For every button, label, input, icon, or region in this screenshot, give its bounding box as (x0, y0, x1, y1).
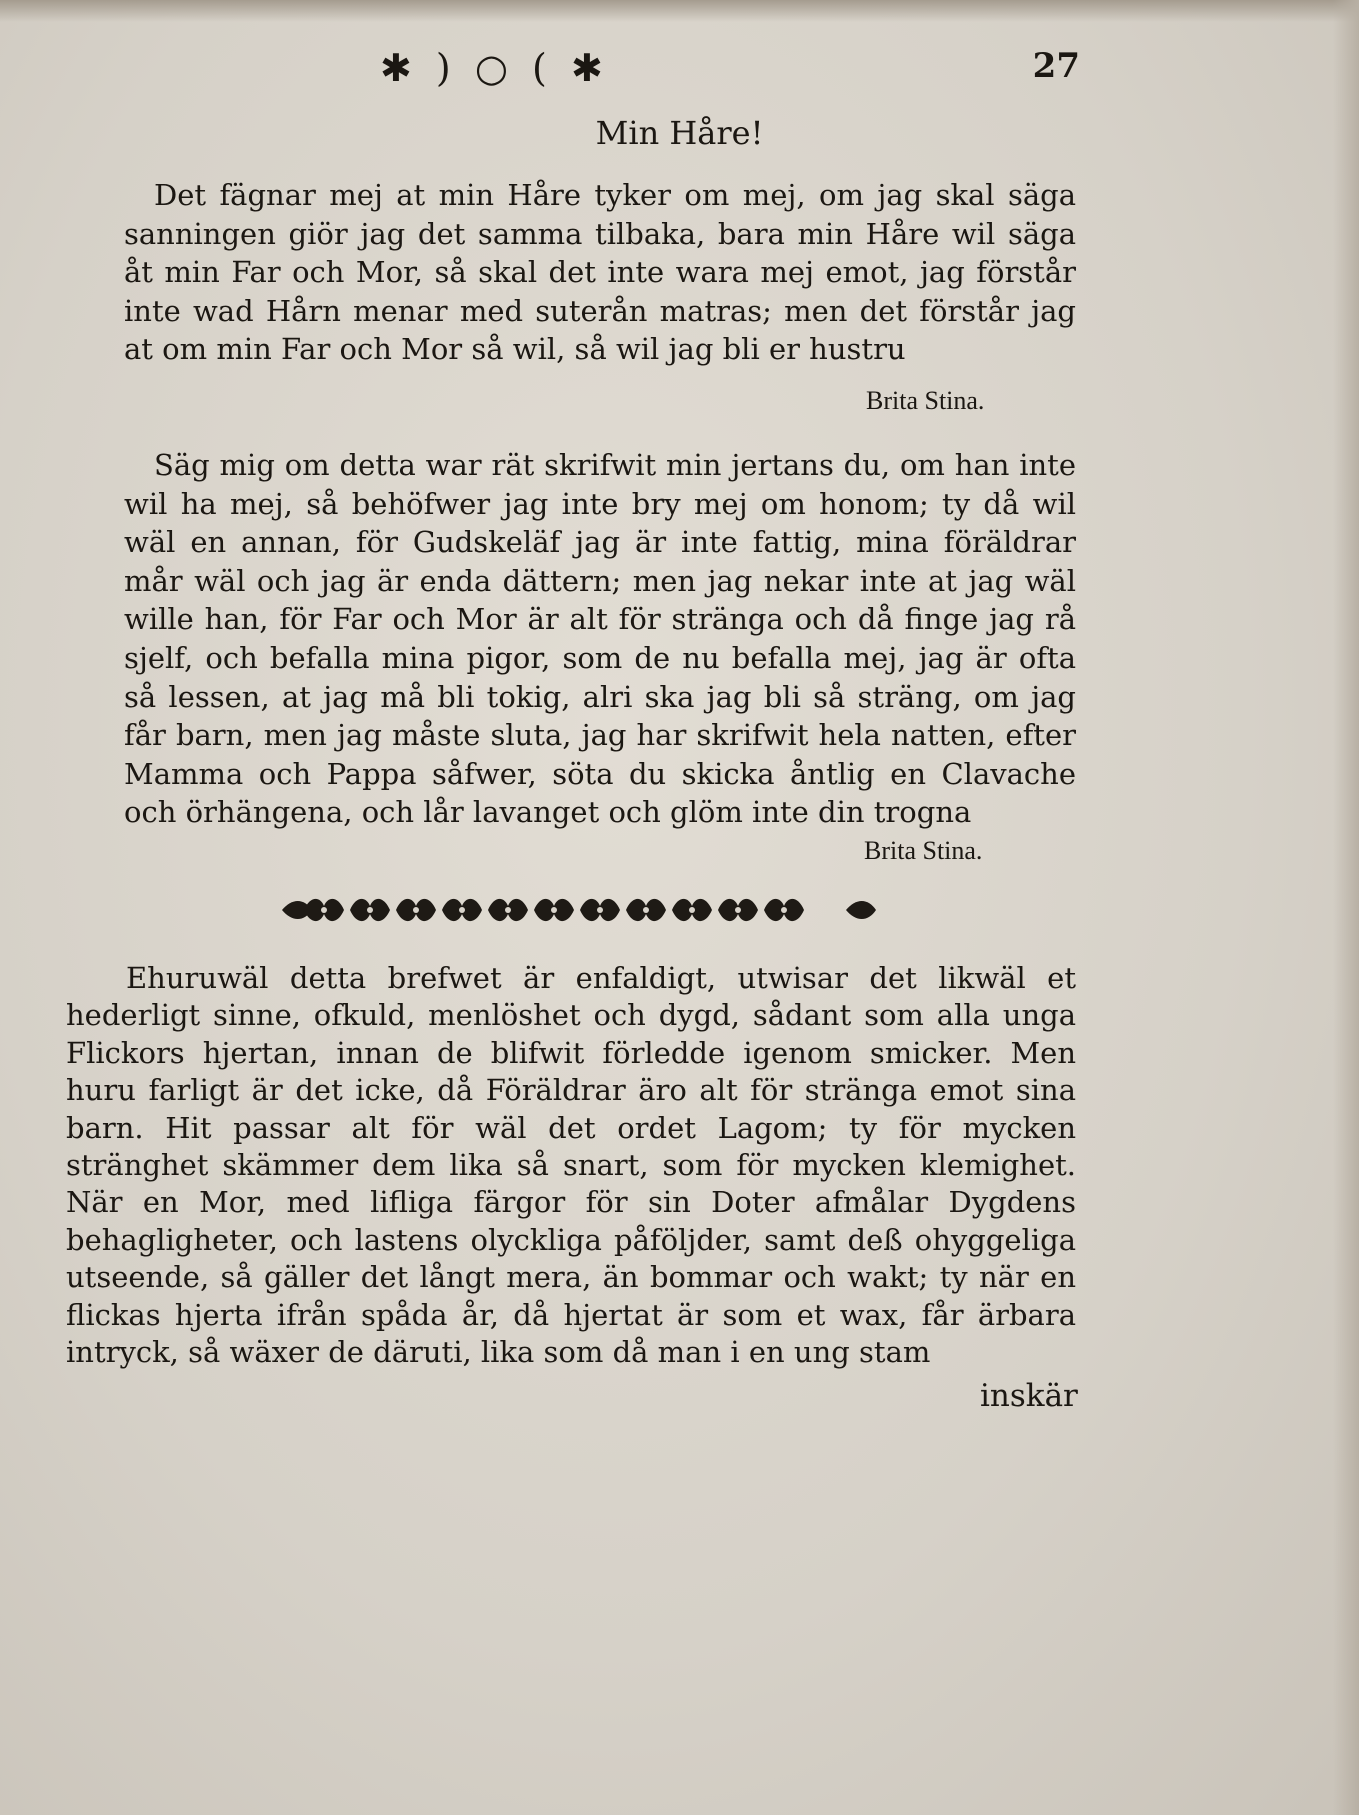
letter-salutation: Min Håre! (595, 114, 764, 152)
ornamental-divider (282, 892, 876, 928)
commentary-text: Ehuruwäl detta brefwet är enfaldigt, utwisar det likwäl et hederligt sinne, ofkuld, menlöshet och dygd, sådant som alla unga Flickors hjertan, innan de blifwit förledde igenom smicker. Men huru farligt är det icke, då Föräldrar äro alt för stränga emot sina barn. Hit passar alt för wäl det ordet Lagom; ty för mycken stränghet skämmer dem lika så snart, som för mycken klemighet. När en Mor, med lifliga färgor för sin Doter afmålar Dygdens behagligheter, och lastens olyckliga påföljder, samt deß ohyggeliga utseende, så gäller det långt mera, än bommar och wakt; ty när en flickas hjerta ifrån spåda år, då hjertat är som et wax, får ärbara intryck, så wäxer de däruti, lika som då man i en ung stam (66, 961, 1076, 1370)
fleuron-dot (735, 907, 741, 913)
page-edge-shadow-right (1333, 0, 1359, 1815)
letter1-text: Det fägnar mej at min Håre tyker om mej, om jag skal säga sanningen giör jag det samma tilbaka, bara min Håre wil säga åt min Far och Mor, så skal det inte wara mej emot, jag förstår inte wad Hårn menar med suterån matras; men det förstår jag at om min Far och Mor så wil, så wil jag bli er hustru (124, 178, 1076, 367)
commentary-body (66, 960, 1076, 1376)
page-edge-shadow (0, 0, 1359, 22)
fleuron-dot (367, 907, 373, 913)
letter1-body (124, 176, 1076, 376)
fleuron-dot (321, 907, 327, 913)
fleuron-dot (505, 907, 511, 913)
letter2-text: Säg mig om detta war rät skrifwit min jertans du, om han inte wil ha mej, så behöfwer jag inte bry mej om honom; ty då wil wäl en annan, för Gudskeläf jag är inte fattig, mina föräldrar mår wäl och jag är enda dättern; men jag nekar inte at jag wäl wille han, för Far och Mor är alt för stränga och då finge jag rå sjelf, och befalla mina pigor, som de nu befalla mej, jag är ofta så lessen, at jag må bli tokig, alri ska jag bli så sträng, om jag får barn, men jag måste sluta, jag har skrifwit hela natten, efter Mamma och Pappa såfwer, söta du skicka åntlig en Clavache och örhängena, och lår lavanget och glöm inte din trogna (124, 448, 1076, 830)
letter1-signature: Brita Stina. (866, 386, 985, 415)
fleuron-dot (551, 907, 557, 913)
fleuron-dot (459, 907, 465, 913)
running-header (380, 46, 1080, 96)
catchword: inskär (980, 1378, 1078, 1414)
header-ornament: ✱ ) ○ ( ✱ (380, 46, 609, 90)
fleuron-dot (597, 907, 603, 913)
fleuron-dot (643, 907, 649, 913)
letter2-body (124, 446, 1076, 836)
letter2-signature: Brita Stina. (864, 836, 983, 865)
page-number: 27 (1032, 46, 1080, 86)
fleuron-dot (689, 907, 695, 913)
fleuron-dot (413, 907, 419, 913)
fleuron-dot (781, 907, 787, 913)
